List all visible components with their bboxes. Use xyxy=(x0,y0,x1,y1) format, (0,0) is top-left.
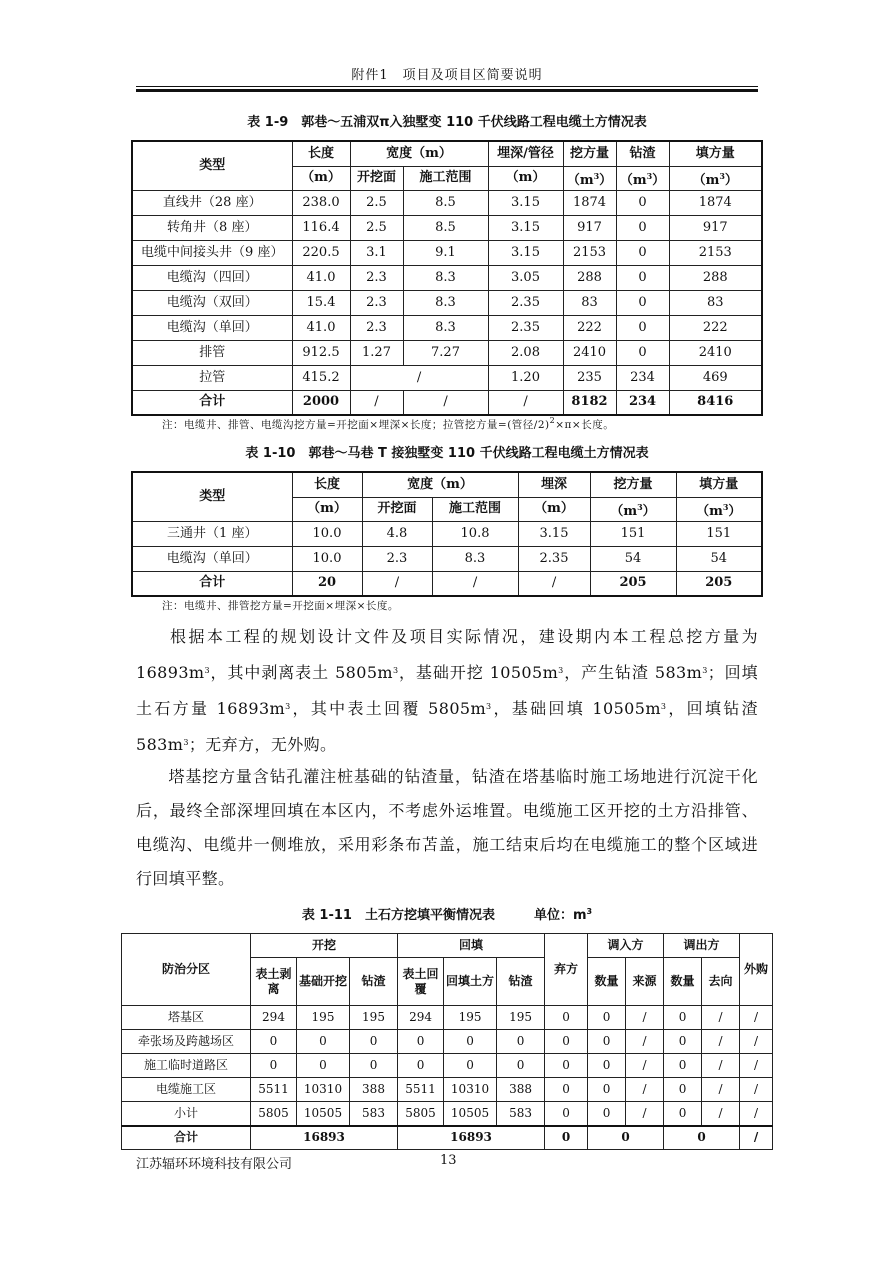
t3-cell-value: / xyxy=(626,1030,664,1054)
t1-cell-range: 7.27 xyxy=(403,340,488,365)
t1-cell-fill: 83 xyxy=(669,290,762,315)
page-header: 附件1 项目及项目区简要说明 xyxy=(351,68,543,83)
paragraph-drill-slag: 塔基挖方量含钻孔灌注桩基础的钻渣量，钻渣在塔基临时施工场地进行沉淀干化后，最终全部深埋回填在本区内，不考虑外运堆置。电缆施工区开挖的土方沿排管、电缆沟、电缆井一侧堆放，采用彩条布苫盖，施工结束后均在电缆施工的整个区域进行回填平整。 xyxy=(136,767,758,888)
t3-cell-value: / xyxy=(702,1054,740,1078)
t3-cell-zone: 牵张场及跨越场区 xyxy=(122,1030,251,1054)
t1-cell-dig: 222 xyxy=(563,315,616,340)
t3-cell-value: 10310 xyxy=(297,1078,350,1102)
t1-cell-type: 电缆沟（双回） xyxy=(132,290,292,315)
t1-cell-fill: 917 xyxy=(669,215,762,240)
t1-total-open: / xyxy=(350,390,403,415)
table-row xyxy=(132,265,762,290)
page-number: 13 xyxy=(440,1153,457,1168)
t2-cell-range: 8.3 xyxy=(432,546,518,571)
t3-cell-value: 0 xyxy=(664,1054,702,1078)
t1-h-length: 长度 xyxy=(292,141,350,166)
t3-h-topsoil-strip: 表土剥离 xyxy=(251,958,297,1006)
t2-h-width: 宽度（m） xyxy=(362,472,518,497)
t1-cell-drill: 0 xyxy=(616,315,669,340)
t1-cell-range: 8.3 xyxy=(403,315,488,340)
t3-cell-value: 5805 xyxy=(398,1102,444,1126)
t3-cell-value: 0 xyxy=(588,1006,626,1030)
t1-cell-fill: 288 xyxy=(669,265,762,290)
t2-cell-depth: 3.15 xyxy=(518,521,590,546)
t3-cell-value: 0 xyxy=(664,1102,702,1126)
t1-cell-depth: 2.35 xyxy=(488,290,563,315)
t3-cell-value: / xyxy=(702,1006,740,1030)
t1-pull-length: 415.2 xyxy=(292,365,350,390)
table-row xyxy=(132,546,762,571)
t3-cell-value: / xyxy=(702,1030,740,1054)
t1-pull-width: / xyxy=(350,365,488,390)
header-rule-thick xyxy=(136,89,758,92)
t2-h-dig: 挖方量 xyxy=(590,472,676,497)
t1-pull-fill: 469 xyxy=(669,365,762,390)
t1-h-width: 宽度（m） xyxy=(350,141,488,166)
t1-cell-fill: 2153 xyxy=(669,240,762,265)
t3-h-out: 调出方 xyxy=(664,934,740,958)
t3-cell-zone: 施工临时道路区 xyxy=(122,1054,251,1078)
t2-total-length: 20 xyxy=(292,571,362,596)
t3-cell-value: 5511 xyxy=(398,1078,444,1102)
t3-cell-value: 195 xyxy=(444,1006,497,1030)
t1-cell-drill: 0 xyxy=(616,290,669,315)
t3-cell-value: 195 xyxy=(297,1006,350,1030)
t1-cell-open: 2.5 xyxy=(350,215,403,240)
t2-cell-dig: 54 xyxy=(590,546,676,571)
t3-cell-value: 0 xyxy=(251,1054,297,1078)
t1-cell-drill: 0 xyxy=(616,340,669,365)
t2-total-depth: / xyxy=(518,571,590,596)
t1-cell-length: 220.5 xyxy=(292,240,350,265)
t1-cell-depth: 2.08 xyxy=(488,340,563,365)
t2-h-depth: 埋深 xyxy=(518,472,590,497)
t2-cell-open: 4.8 xyxy=(362,521,432,546)
t3-h-out-dir: 去向 xyxy=(702,958,740,1006)
t3-cell-value: 388 xyxy=(497,1078,545,1102)
t2-cell-length: 10.0 xyxy=(292,521,362,546)
t3-cell-value: 0 xyxy=(350,1054,398,1078)
t1-cell-type: 转角井（8 座） xyxy=(132,215,292,240)
t3-h-buy: 外购 xyxy=(740,934,773,1006)
t3-h-fill: 回填 xyxy=(398,934,545,958)
t1-cell-depth: 2.35 xyxy=(488,315,563,340)
table-row xyxy=(122,1054,773,1078)
t1-total-length: 2000 xyxy=(292,390,350,415)
t3-cell-value: 5511 xyxy=(251,1078,297,1102)
t3-cell-value: 10505 xyxy=(444,1102,497,1126)
t1-cell-open: 2.3 xyxy=(350,315,403,340)
t1-cell-length: 116.4 xyxy=(292,215,350,240)
t2-total-dig: 205 xyxy=(590,571,676,596)
t1-cell-length: 41.0 xyxy=(292,315,350,340)
t3-h-drill: 钻渣 xyxy=(350,958,398,1006)
table-1-9 xyxy=(131,140,763,416)
t1-cell-dig: 1874 xyxy=(563,190,616,215)
t3-cell-value: 0 xyxy=(497,1030,545,1054)
t1-cell-depth: 3.15 xyxy=(488,215,563,240)
t1-h-fill-unit: $(m^3)$ xyxy=(669,166,762,190)
table-row xyxy=(122,1006,773,1030)
table-1-11 xyxy=(121,933,773,1150)
t1-cell-open: 3.1 xyxy=(350,240,403,265)
t3-total-fill: 16893 xyxy=(398,1126,545,1150)
t2-cell-depth: 2.35 xyxy=(518,546,590,571)
t3-cell-value: 0 xyxy=(545,1006,588,1030)
t1-cell-open: 1.27 xyxy=(350,340,403,365)
table2-note: 注：电缆井、排管挖方量=开挖面×埋深×长度。 xyxy=(162,600,399,612)
table-row xyxy=(132,215,762,240)
t3-h-base-dig: 基础开挖 xyxy=(297,958,350,1006)
t1-cell-open: 2.5 xyxy=(350,190,403,215)
t3-h-drill2: 钻渣 xyxy=(497,958,545,1006)
t1-h-drill-unit: $(m^3)$ xyxy=(616,166,669,190)
t1-cell-drill: 0 xyxy=(616,190,669,215)
t2-cell-fill: 151 xyxy=(676,521,762,546)
t3-cell-value: 0 xyxy=(444,1030,497,1054)
table-row xyxy=(132,521,762,546)
t2-total-fill: 205 xyxy=(676,571,762,596)
t3-cell-value: 195 xyxy=(497,1006,545,1030)
t2-cell-range: 10.8 xyxy=(432,521,518,546)
t3-cell-value: 0 xyxy=(588,1078,626,1102)
t3-cell-value: 0 xyxy=(497,1054,545,1078)
t3-cell-value: 388 xyxy=(350,1078,398,1102)
t1-cell-depth: 3.05 xyxy=(488,265,563,290)
t3-cell-value: 583 xyxy=(497,1102,545,1126)
t3-total-out: 0 xyxy=(664,1126,740,1150)
t1-h-type: 类型 xyxy=(132,141,292,190)
t1-h-length-unit: （m） xyxy=(292,166,350,190)
t1-cell-depth: 3.15 xyxy=(488,240,563,265)
t3-cell-value: / xyxy=(702,1102,740,1126)
t1-cell-dig: 2410 xyxy=(563,340,616,365)
t1-pull-depth: 1.20 xyxy=(488,365,563,390)
t3-cell-value: 0 xyxy=(444,1054,497,1078)
t2-h-depth-unit: （m） xyxy=(518,497,590,521)
t1-cell-dig: 83 xyxy=(563,290,616,315)
t3-cell-value: / xyxy=(740,1078,773,1102)
t2-cell-fill: 54 xyxy=(676,546,762,571)
t3-h-in-src: 来源 xyxy=(626,958,664,1006)
t1-h-drill: 钻渣 xyxy=(616,141,669,166)
t3-cell-value: / xyxy=(740,1054,773,1078)
t3-cell-value: 0 xyxy=(664,1078,702,1102)
t1-cell-drill: 0 xyxy=(616,240,669,265)
t3-cell-value: / xyxy=(626,1102,664,1126)
t1-h-depth-unit: （m） xyxy=(488,166,563,190)
table2-caption: 表 1-10 郭巷～马巷 T 接独墅变 110 千伏线路工程电缆土方情况表 xyxy=(245,446,649,461)
t1-cell-open: 2.3 xyxy=(350,265,403,290)
t3-cell-value: 0 xyxy=(545,1078,588,1102)
table-row xyxy=(132,240,762,265)
t3-cell-value: 583 xyxy=(350,1102,398,1126)
t3-cell-value: 0 xyxy=(398,1030,444,1054)
t1-cell-type: 直线井（28 座） xyxy=(132,190,292,215)
t2-h-length: 长度 xyxy=(292,472,362,497)
t3-cell-value: 10310 xyxy=(444,1078,497,1102)
t3-cell-value: 0 xyxy=(297,1054,350,1078)
t1-cell-range: 8.3 xyxy=(403,290,488,315)
t3-cell-value: 0 xyxy=(588,1054,626,1078)
t1-cell-depth: 3.15 xyxy=(488,190,563,215)
table1-note: 注：电缆井、排管、电缆沟挖方量=开挖面×埋深×长度；拉管挖方量=(管径/2)$^2$×π×长度。 xyxy=(162,416,615,431)
t2-total-range: / xyxy=(432,571,518,596)
t3-cell-value: 0 xyxy=(545,1102,588,1126)
t3-cell-value: 0 xyxy=(664,1006,702,1030)
t1-h-work-range: 施工范围 xyxy=(403,166,488,190)
t3-cell-value: / xyxy=(740,1006,773,1030)
t1-cell-dig: 2153 xyxy=(563,240,616,265)
t1-cell-length: 238.0 xyxy=(292,190,350,215)
t1-cell-range: 8.5 xyxy=(403,190,488,215)
t3-cell-value: / xyxy=(740,1030,773,1054)
t1-cell-dig: 288 xyxy=(563,265,616,290)
table-row xyxy=(132,340,762,365)
t3-cell-value: 0 xyxy=(588,1030,626,1054)
t2-h-type: 类型 xyxy=(132,472,292,521)
t1-total-drill: 234 xyxy=(616,390,669,415)
t2-cell-length: 10.0 xyxy=(292,546,362,571)
t1-total-depth: / xyxy=(488,390,563,415)
t3-h-dig: 开挖 xyxy=(251,934,398,958)
t2-h-open-face: 开挖面 xyxy=(362,497,432,521)
t3-total-dig: 16893 xyxy=(251,1126,398,1150)
t2-cell-type: 三通井（1 座） xyxy=(132,521,292,546)
t1-cell-type: 电缆沟（单回） xyxy=(132,315,292,340)
t1-cell-length: 41.0 xyxy=(292,265,350,290)
t1-pull-drill: 234 xyxy=(616,365,669,390)
t3-cell-zone: 电缆施工区 xyxy=(122,1078,251,1102)
t3-h-topsoil-cover: 表土回覆 xyxy=(398,958,444,1006)
t3-h-in: 调入方 xyxy=(588,934,664,958)
t3-h-waste: 弃方 xyxy=(545,934,588,1006)
t1-cell-drill: 0 xyxy=(616,265,669,290)
table-row xyxy=(122,1102,773,1126)
t1-h-depth: 埋深/管径 xyxy=(488,141,563,166)
t1-total-fill: 8416 xyxy=(669,390,762,415)
t2-total-type: 合计 xyxy=(132,571,292,596)
t1-cell-drill: 0 xyxy=(616,215,669,240)
t3-cell-value: 0 xyxy=(350,1030,398,1054)
t1-pull-dig: 235 xyxy=(563,365,616,390)
t3-cell-value: / xyxy=(702,1078,740,1102)
t1-cell-length: 912.5 xyxy=(292,340,350,365)
t3-cell-value: 0 xyxy=(297,1030,350,1054)
t2-h-fill-unit: $(m^3)$ xyxy=(676,497,762,521)
t1-cell-fill: 222 xyxy=(669,315,762,340)
t3-cell-value: 10505 xyxy=(297,1102,350,1126)
t1-total-range: / xyxy=(403,390,488,415)
t2-h-fill: 填方量 xyxy=(676,472,762,497)
t1-total-dig: 8182 xyxy=(563,390,616,415)
t3-cell-value: / xyxy=(740,1102,773,1126)
t3-h-in-qty: 数量 xyxy=(588,958,626,1006)
t1-pull-type: 拉管 xyxy=(132,365,292,390)
t2-h-length-unit: （m） xyxy=(292,497,362,521)
t3-total-buy: / xyxy=(740,1126,773,1150)
t3-cell-value: 294 xyxy=(251,1006,297,1030)
table-row xyxy=(132,290,762,315)
t3-h-backfill: 回填土方 xyxy=(444,958,497,1006)
table3-caption: 表 1-11 土石方挖填平衡情况表 单位：$m^3$ xyxy=(301,907,593,923)
t1-h-open-face: 开挖面 xyxy=(350,166,403,190)
table1-caption: 表 1-9 郭巷～五浦双π入独墅变 110 千伏线路工程电缆土方情况表 xyxy=(247,115,647,130)
t3-cell-value: 294 xyxy=(398,1006,444,1030)
t1-cell-type: 电缆沟（四回） xyxy=(132,265,292,290)
t3-cell-zone: 塔基区 xyxy=(122,1006,251,1030)
t3-cell-zone: 小计 xyxy=(122,1102,251,1126)
t1-cell-type: 电缆中间接头井（9 座） xyxy=(132,240,292,265)
t3-total-waste: 0 xyxy=(545,1126,588,1150)
paragraph-earthwork-summary: 根据本工程的规划设计文件及项目实际情况，建设期内本工程总挖方量为 $16893m^3$，其中剥离表土 $5805m^3$，基础开挖 $10505m^3$，产生钻渣 $583m^3$；回填土石方量 $16893m^3$，其中表土回覆 $5805m^3$，基础回填 $10505m^3$，回填钻渣 $583m^3$；无弃方，无外购。 xyxy=(136,627,758,754)
t1-cell-length: 15.4 xyxy=(292,290,350,315)
t3-cell-value: 0 xyxy=(251,1030,297,1054)
t2-cell-type: 电缆沟（单回） xyxy=(132,546,292,571)
t3-total-in: 0 xyxy=(588,1126,664,1150)
t1-total-type: 合计 xyxy=(132,390,292,415)
t2-total-open: / xyxy=(362,571,432,596)
table-row xyxy=(132,315,762,340)
table-row xyxy=(132,190,762,215)
t3-h-zone: 防治分区 xyxy=(122,934,251,1006)
t1-cell-range: 8.3 xyxy=(403,265,488,290)
t3-cell-value: 0 xyxy=(664,1030,702,1054)
t3-cell-value: 0 xyxy=(398,1054,444,1078)
t2-cell-open: 2.3 xyxy=(362,546,432,571)
footer-company: 江苏辐环环境科技有限公司 xyxy=(136,1157,293,1172)
t1-h-dig-unit: $(m^3)$ xyxy=(563,166,616,190)
t1-h-fill: 填方量 xyxy=(669,141,762,166)
table-1-10 xyxy=(131,471,763,597)
t3-cell-value: 0 xyxy=(545,1030,588,1054)
t1-cell-open: 2.3 xyxy=(350,290,403,315)
t1-cell-range: 8.5 xyxy=(403,215,488,240)
t1-cell-range: 9.1 xyxy=(403,240,488,265)
t1-h-dig: 挖方量 xyxy=(563,141,616,166)
t1-cell-dig: 917 xyxy=(563,215,616,240)
t3-cell-value: 5805 xyxy=(251,1102,297,1126)
t3-cell-value: 195 xyxy=(350,1006,398,1030)
table-row xyxy=(122,1078,773,1102)
t1-cell-fill: 1874 xyxy=(669,190,762,215)
t3-cell-value: 0 xyxy=(588,1102,626,1126)
t3-cell-value: 0 xyxy=(545,1054,588,1078)
t2-h-work-range: 施工范围 xyxy=(432,497,518,521)
header-rule-thin xyxy=(136,86,758,87)
t3-cell-value: / xyxy=(626,1054,664,1078)
t3-cell-value: / xyxy=(626,1078,664,1102)
t1-cell-fill: 2410 xyxy=(669,340,762,365)
t3-h-out-qty: 数量 xyxy=(664,958,702,1006)
t2-cell-dig: 151 xyxy=(590,521,676,546)
t3-total-zone: 合计 xyxy=(122,1126,251,1150)
t2-h-dig-unit: $(m^3)$ xyxy=(590,497,676,521)
t1-cell-type: 排管 xyxy=(132,340,292,365)
t3-cell-value: / xyxy=(626,1006,664,1030)
table-row xyxy=(122,1030,773,1054)
